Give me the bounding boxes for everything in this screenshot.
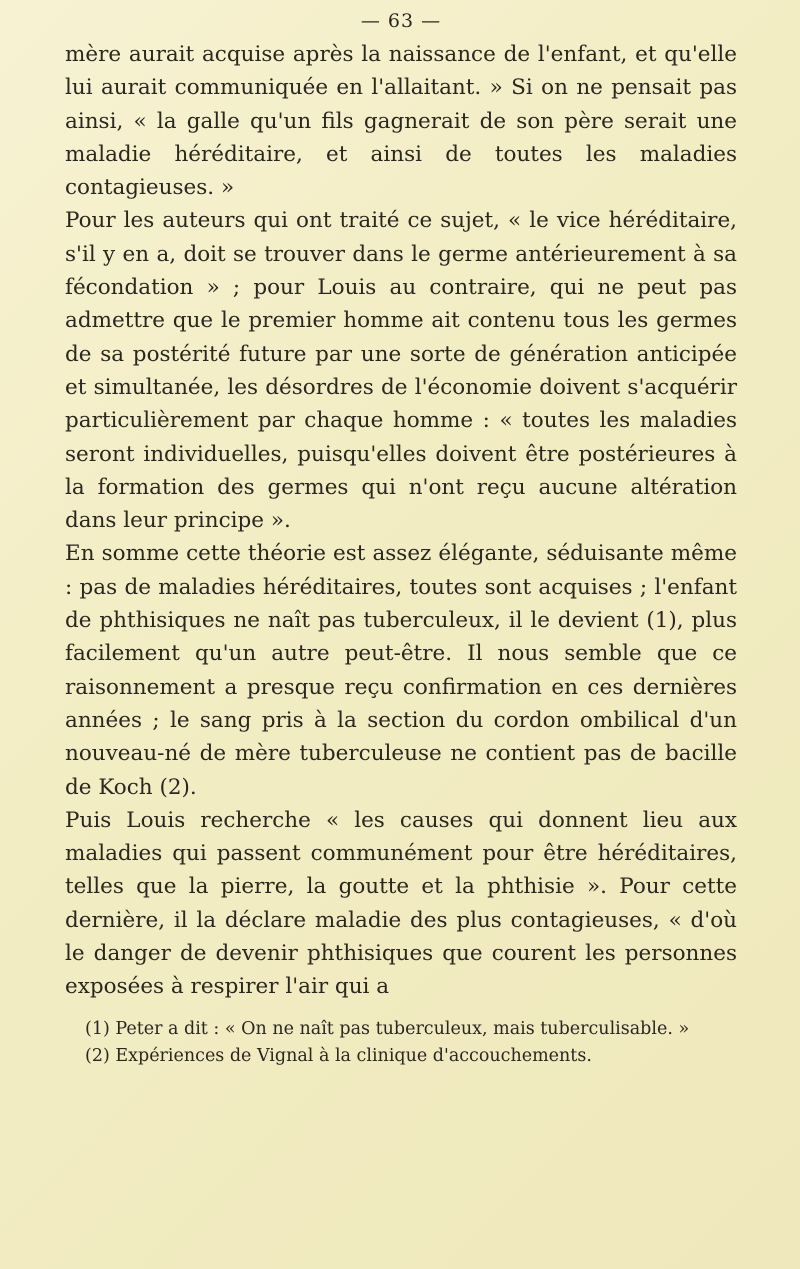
- footnotes: [65, 1016, 737, 1070]
- paragraph: En somme cette théorie est assez élégante, séduisante même : pas de maladies héréditaires, toutes sont acquises ; l'enfant de phthisiques ne naît pas tuberculeux, il le devient (1), plus facilement qu'un autre peut-être. Il nous semble que ce raisonnement a presque reçu confirmation en ces dernières années ; le sang pris à la section du cordon ombilical d'un nouveau-né de mère tuberculeuse ne contient pas de bacille de Koch (2).: [65, 541, 737, 800]
- footnote: (1) Peter a dit : « On ne naît pas tuberculeux, mais tuberculisable. »: [85, 1018, 690, 1039]
- footnote: (2) Expériences de Vignal à la clinique d'accouchements.: [85, 1045, 592, 1066]
- paragraph: Puis Louis recherche « les causes qui donnent lieu aux maladies qui passent communément pour être héréditaires, telles que la pierre, la goutte et la phthisie ». Pour cette dernière, il la déclare maladie des plus contagieuses, « d'où le danger de devenir phthisiques que courent les personnes exposées à respirer l'air qui a: [65, 807, 737, 1000]
- body-text: [65, 38, 737, 1004]
- document-page: [65, 8, 737, 1070]
- page-number: — 63 —: [360, 10, 442, 32]
- paragraph: Pour les auteurs qui ont traité ce sujet, « le vice héréditaire, s'il y en a, doit se trouver dans le germe antérieurement à sa fécondation » ; pour Louis au contraire, qui ne peut pas admettre que le premier homme ait contenu tous les germes de sa postérité future par une sorte de génération anticipée et simultanée, les désordres de l'économie doivent s'acquérir particulièrement par chaque homme : « toutes les maladies seront individuelles, puisqu'elles doivent être postérieures à la formation des germes qui n'ont reçu aucune altération dans leur principe ».: [65, 208, 737, 534]
- paragraph: mère aurait acquise après la naissance de l'enfant, et qu'elle lui aurait communiquée en l'allaitant. » Si on ne pensait pas ainsi, « la galle qu'un fils gagnerait de son père serait une maladie héréditaire, et ainsi de toutes les maladies contagieuses. »: [65, 42, 737, 201]
